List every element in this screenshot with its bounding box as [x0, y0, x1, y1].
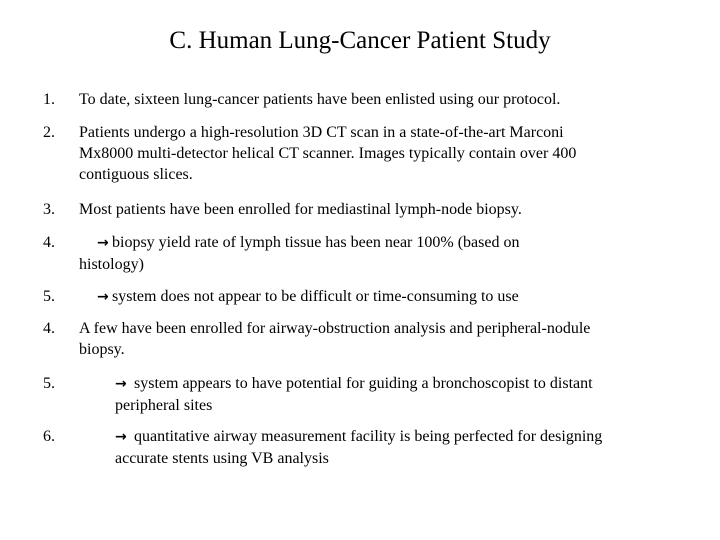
item-number: 5. [43, 288, 55, 305]
item-number: 4. [43, 320, 55, 337]
item-text [79, 286, 679, 308]
item-text [79, 318, 669, 360]
item-text-line: peripheral sites [115, 397, 213, 414]
item-text [79, 426, 669, 469]
item-number: 2. [43, 124, 55, 141]
item-text-line [79, 286, 679, 308]
item-number: 6. [43, 428, 55, 445]
item-text-line [79, 232, 679, 254]
item-number: 1. [43, 91, 55, 108]
item-text: Most patients have been enrolled for mediastinal lymph-node biopsy. [79, 201, 522, 218]
item-text-line [115, 373, 669, 395]
item-text-line: A few have been enrolled for airway-obstruction analysis and peripheral-nodule [79, 320, 591, 337]
arrow-icon: → [115, 429, 127, 445]
item-text-line: contiguous slices. [79, 166, 193, 183]
item-text-line: histology) [79, 256, 144, 273]
item-text-line: accurate stents using VB analysis [115, 450, 329, 467]
item-number: 3. [43, 201, 55, 218]
item-text-content: quantitative airway measurement facility is being perfected for designing [130, 428, 603, 445]
slide-title: C. Human Lung-Cancer Patient Study [169, 27, 551, 54]
item-text-content: biopsy yield rate of lymph tissue has been near 100% (based on [112, 234, 520, 251]
item-text [79, 373, 669, 416]
arrow-icon: → [115, 376, 127, 392]
item-number: 5. [43, 375, 55, 392]
item-text-content: system appears to have potential for guiding a bronchoscopist to distant [130, 375, 593, 392]
item-text-content: system does not appear to be difficult or time-consuming to use [112, 288, 519, 305]
item-text-line [115, 426, 669, 448]
item-text-line: Patients undergo a high-resolution 3D CT scan in a state-of-the-art Marconi [79, 124, 564, 141]
item-text: To date, sixteen lung-cancer patients have been enlisted using our protocol. [79, 91, 561, 108]
item-text [79, 232, 679, 275]
item-text-line: biopsy. [79, 341, 125, 358]
item-number: 4. [43, 234, 55, 251]
arrow-icon: → [97, 289, 109, 305]
arrow-icon: → [97, 235, 109, 251]
item-text [79, 122, 669, 185]
item-text-line: Mx8000 multi-detector helical CT scanner. Images typically contain over 400 [79, 145, 577, 162]
